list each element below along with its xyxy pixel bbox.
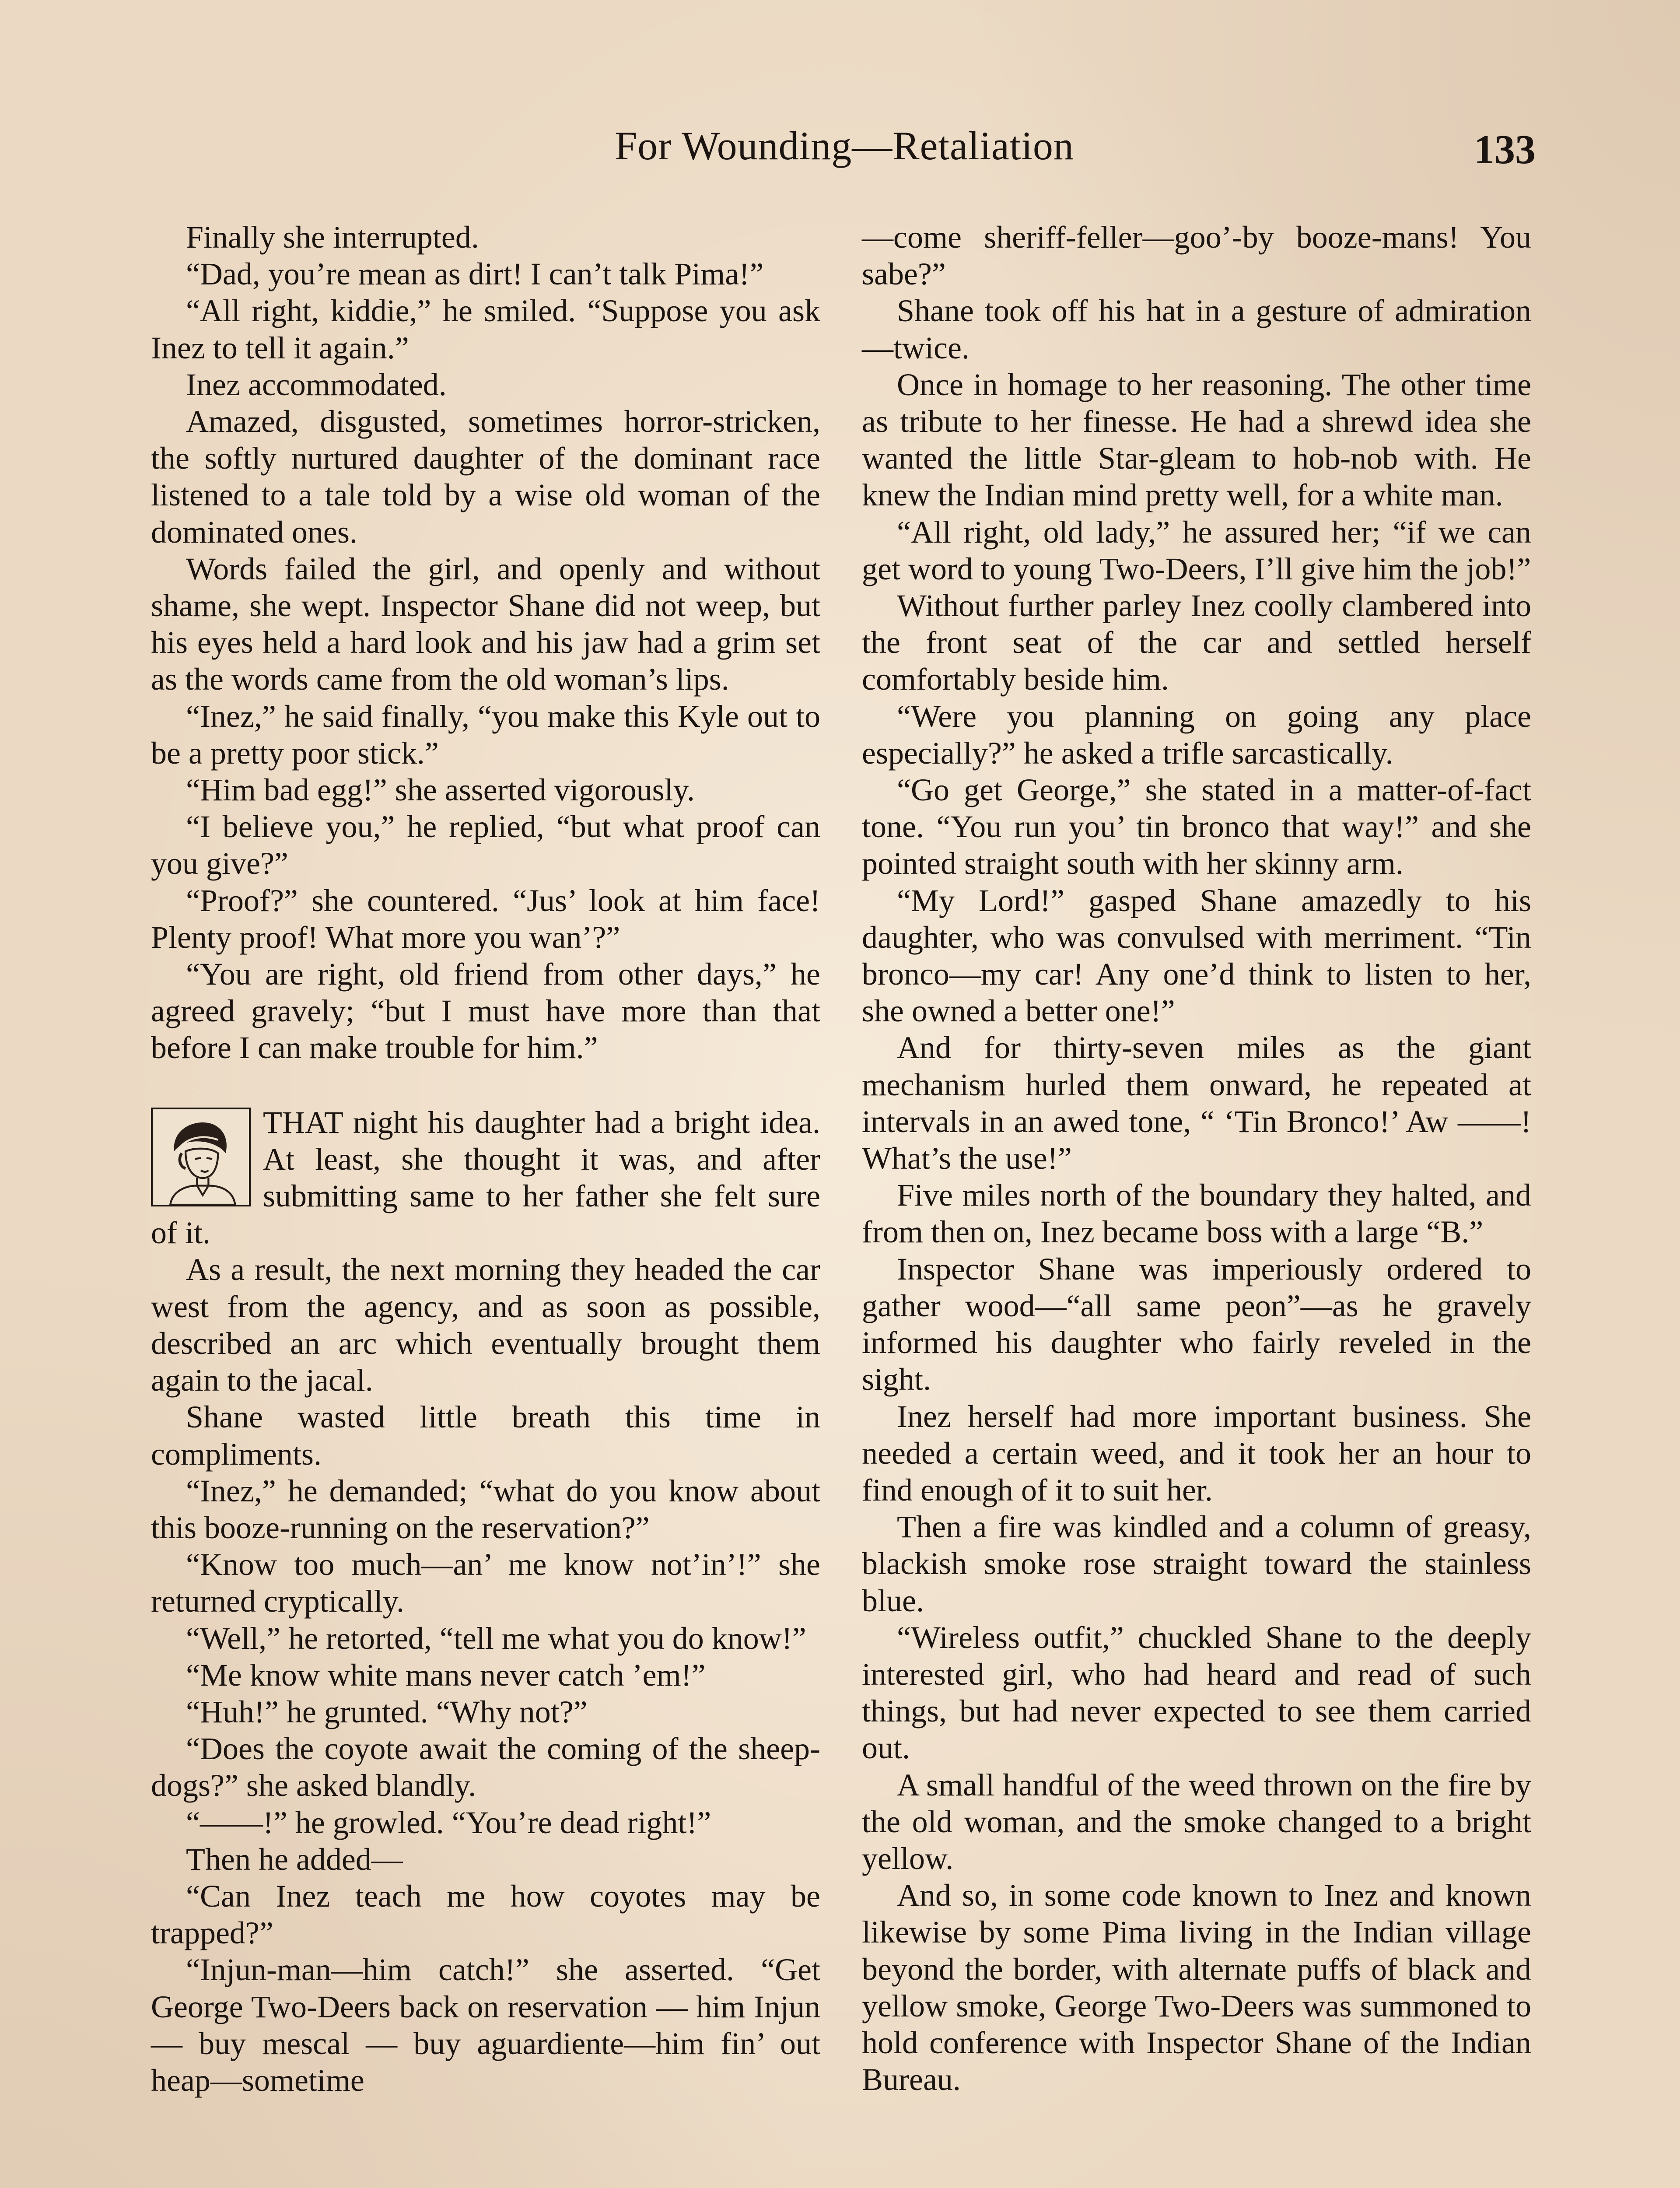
paragraph: Five miles north of the boundary they halted, and from then on, Inez became boss with a large “B.” xyxy=(862,1178,1531,1250)
paragraph: “Well,” he retorted, “tell me what you do know!” xyxy=(186,1620,806,1656)
woman-portrait-icon xyxy=(151,1108,251,1206)
paragraph: Amazed, disgusted, sometimes horror-stricken, the softly nurtured daughter of the dominant race listened to a tale told by a wise old woman of the dominated ones. xyxy=(151,404,820,550)
dropcap-text: THAT night his daughter had a bright idea. At least, she thought it was, and after submitting same to her father she felt sure of it. xyxy=(151,1105,820,1251)
page-header xyxy=(0,123,1680,193)
paragraph: “Proof?” she countered. “Jus’ look at him face! Plenty proof! What more you wan’?” xyxy=(151,883,820,955)
paragraph: “All right, kiddie,” he smiled. “Suppose you ask Inez to tell it again.” xyxy=(151,293,820,365)
paragraph: “All right, old lady,” he assured her; “if we can get word to young Two-Deers, I’ll give him the job!” xyxy=(862,514,1531,586)
paragraph: “Does the coyote await the coming of the sheep-dogs?” she asked blandly. xyxy=(151,1731,820,1803)
paragraph: Inspector Shane was imperiously ordered to gather wood—“all same peon”—as he gravely informed his daughter who fairly reveled in the sight. xyxy=(862,1251,1531,1397)
paragraph: “Wireless outfit,” chuckled Shane to the deeply interested girl, who had heard and read of such things, but had never expected to see them carried out. xyxy=(862,1620,1531,1766)
left-column xyxy=(151,219,820,2099)
continued-paragraph: —come sheriff-feller—goo’-by booze-mans! You sabe?” xyxy=(862,220,1531,292)
paragraph: Then a fire was kindled and a column of greasy, blackish smoke rose straight toward the stainless blue. xyxy=(862,1509,1531,1618)
paragraph: And for thirty-seven miles as the giant mechanism hurled them onward, he repeated at intervals in an awed tone, “ ‘Tin Bronco!’ Aw ——! What’s the use!” xyxy=(862,1030,1531,1176)
paragraph: Then he added— xyxy=(186,1841,403,1877)
paragraph: Finally she interrupted. xyxy=(186,220,479,255)
paragraph: And so, in some code known to Inez and known likewise by some Pima living in the Indian village beyond the border, with alternate puffs of black and yellow smoke, George Two-Deers was summoned to hold conference with Inspector Shane of the Indian Bureau. xyxy=(862,1878,1531,2097)
paragraph: “Him bad egg!” she asserted vigorously. xyxy=(186,772,695,808)
paragraph: As a result, the next morning they headed the car west from the agency, and as soon as possible, described an arc which eventually brought them again to the jacal. xyxy=(151,1252,820,1398)
paragraph: “Me know white mans never catch ’em!” xyxy=(186,1657,706,1693)
paragraph: A small handful of the weed thrown on the fire by the old woman, and the smoke changed to a bright yellow. xyxy=(862,1767,1531,1876)
paragraph: “——!” he growled. “You’re dead right!” xyxy=(186,1805,711,1840)
paragraph: “Injun-man—him catch!” she asserted. “Get George Two-Deers back on reservation — him Injun — buy mescal — buy aguardiente—him fin’ out heap—sometime xyxy=(151,1952,820,2098)
paragraph: Shane wasted little breath this time in compliments. xyxy=(151,1399,820,1472)
paragraph: Inez herself had more important business. She needed a certain weed, and it took her an hour to find enough of it to suit her. xyxy=(862,1399,1531,1508)
page-number: 133 xyxy=(1474,127,1536,172)
paragraph: “Dad, you’re mean as dirt! I can’t talk Pima!” xyxy=(186,256,764,292)
paragraph: “Know too much—an’ me know not’in’!” she returned cryptically. xyxy=(151,1547,820,1619)
right-column xyxy=(862,219,1531,2098)
running-title: For Wounding—Retaliation xyxy=(615,123,1074,168)
paragraph: Inez accommodated. xyxy=(186,367,447,402)
paragraph: Once in homage to her reasoning. The other time as tribute to her finesse. He had a shrewd idea she wanted the little Star-gleam to hob-nob with. He knew the Indian mind pretty well, for a white man. xyxy=(862,367,1531,513)
paragraph: “You are right, old friend from other days,” he agreed gravely; “but I must have more than that before I can make trouble for him.” xyxy=(151,957,820,1066)
paragraph: “Inez,” he said finally, “you make this Kyle out to be a pretty poor stick.” xyxy=(151,698,820,771)
dropcap-paragraph xyxy=(151,1104,820,1252)
paragraph: “My Lord!” gasped Shane amazedly to his daughter, who was convulsed with merriment. “Tin bronco—my car! Any one’d think to listen to her, she owned a better one!” xyxy=(862,883,1531,1029)
paragraph: “Huh!” he grunted. “Why not?” xyxy=(186,1694,588,1729)
paragraph: Words failed the girl, and openly and without shame, she wept. Inspector Shane did not weep, but his eyes held a hard look and his jaw had a grim set as the words came from the old woman’s lips. xyxy=(151,551,820,697)
paragraph: “Were you planning on going any place especially?” he asked a trifle sarcastically. xyxy=(862,698,1531,771)
paragraph: Without further parley Inez coolly clambered into the front seat of the car and settled herself comfortably beside him. xyxy=(862,588,1531,697)
paragraph: Shane took off his hat in a gesture of admiration—twice. xyxy=(862,293,1531,365)
paragraph: “Can Inez teach me how coyotes may be trapped?” xyxy=(151,1878,820,1951)
paragraph: “I believe you,” he replied, “but what proof can you give?” xyxy=(151,809,820,881)
paragraph: “Go get George,” she stated in a matter-of-fact tone. “You run you’ tin bronco that way!” and she pointed straight south with her skinny arm. xyxy=(862,772,1531,881)
paragraph: “Inez,” he demanded; “what do you know about this booze-running on the reservation?” xyxy=(151,1473,820,1545)
